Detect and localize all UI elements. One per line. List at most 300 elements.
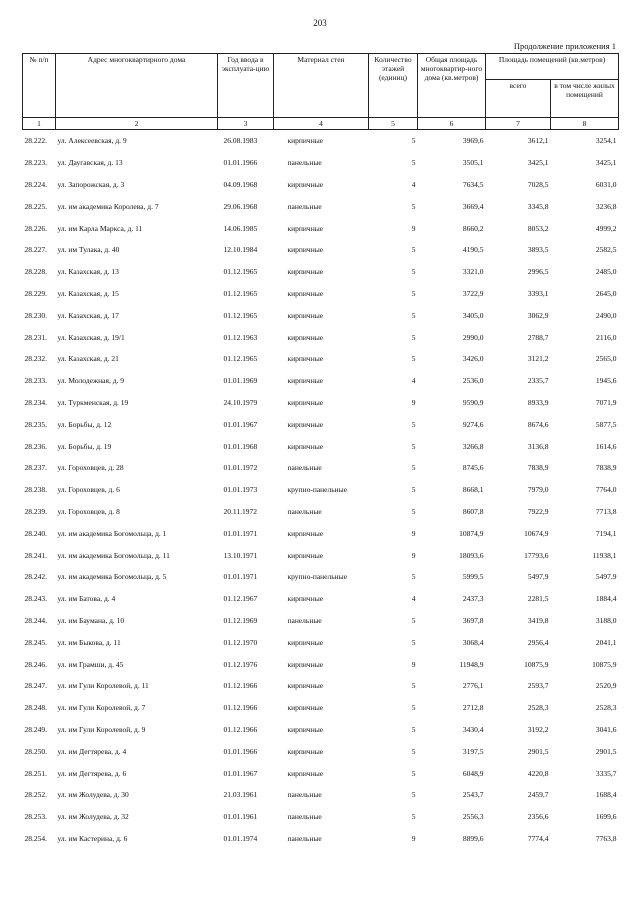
address-cell: ул. им академика Богомольца, д. 5 — [57, 572, 167, 582]
row-number: 28.240. — [24, 528, 47, 538]
year-cell: 01.12.1966 — [223, 703, 258, 713]
material-cell: кирпичные — [287, 179, 324, 189]
floors-cell: 5 — [411, 506, 416, 516]
total-area-cell: 3969,6 — [462, 136, 484, 146]
residential-area-cell: 1614,6 — [595, 441, 617, 451]
premises-area-cell: 3345,8 — [527, 201, 549, 211]
year-cell: 01.01.1972 — [223, 463, 258, 473]
year-cell: 13.10.1971 — [223, 550, 258, 560]
row-number: 28.247. — [24, 681, 47, 691]
year-cell: 01.01.1969 — [223, 376, 258, 386]
total-area-cell: 2990,0 — [462, 332, 484, 342]
row-number: 28.250. — [24, 746, 47, 756]
floors-cell: 4 — [411, 179, 416, 189]
year-cell: 01.01.1971 — [223, 572, 258, 582]
premises-area-cell: 10875,9 — [524, 659, 549, 669]
header-floors: Количество этажей (единиц) — [369, 54, 418, 118]
premises-area-cell: 7922,9 — [527, 506, 549, 516]
housing-table-wrapper — [22, 53, 618, 849]
premises-area-cell: 3425,1 — [527, 158, 549, 168]
table-row — [23, 217, 619, 239]
address-cell: ул. им академика Богомольца, д. 11 — [57, 550, 170, 560]
total-area-cell: 2556,3 — [462, 812, 484, 822]
material-cell: кирпичные — [287, 528, 324, 538]
premises-area-cell: 7774,4 — [527, 833, 549, 843]
year-cell: 01.12.1963 — [223, 332, 258, 342]
address-cell: ул. Гороховцев, д. 6 — [57, 485, 120, 495]
floors-cell: 5 — [411, 158, 416, 168]
floors-cell: 5 — [411, 419, 416, 429]
total-area-cell: 5999,5 — [462, 572, 484, 582]
total-area-cell: 8660,2 — [462, 223, 484, 233]
floors-cell: 5 — [411, 812, 416, 822]
premises-area-cell: 8674,6 — [527, 419, 549, 429]
total-area-cell: 3669,4 — [462, 201, 484, 211]
address-cell: ул. им академика Королева, д. 7 — [57, 201, 159, 211]
address-cell: ул. им Дегтярева, д. 4 — [57, 746, 127, 756]
material-cell: кирпичные — [287, 746, 324, 756]
year-cell: 01.01.1968 — [223, 441, 258, 451]
year-cell: 01.01.1966 — [223, 158, 258, 168]
residential-area-cell: 2116,0 — [596, 332, 617, 342]
material-cell: панельные — [287, 615, 322, 625]
total-area-cell: 8668,1 — [462, 485, 484, 495]
residential-area-cell: 2528,3 — [595, 703, 617, 713]
table-row — [23, 806, 619, 828]
total-area-cell: 9274,6 — [462, 419, 484, 429]
total-area-cell: 3505,1 — [462, 158, 484, 168]
table-row — [23, 544, 619, 566]
floors-cell: 5 — [411, 572, 416, 582]
year-cell: 29.06.1968 — [223, 201, 258, 211]
address-cell: ул. Молодежная, д. 9 — [57, 376, 125, 386]
residential-area-cell: 7764,0 — [595, 485, 617, 495]
table-row — [23, 239, 619, 261]
row-number: 28.237. — [24, 463, 47, 473]
residential-area-cell: 7763,8 — [595, 833, 617, 843]
table-row — [23, 697, 619, 719]
material-cell: кирпичные — [287, 659, 324, 669]
material-cell: кирпичные — [287, 550, 324, 560]
address-cell: ул. Алексеевская, д. 9 — [57, 136, 127, 146]
premises-area-cell: 2335,7 — [527, 376, 549, 386]
material-cell: панельные — [287, 201, 322, 211]
premises-area-cell: 4220,8 — [527, 768, 549, 778]
table-row — [23, 631, 619, 653]
column-number: 6 — [418, 118, 486, 130]
premises-area-cell: 2459,7 — [527, 790, 549, 800]
residential-area-cell: 7713,8 — [595, 506, 617, 516]
floors-cell: 5 — [411, 201, 416, 211]
total-area-cell: 2437,3 — [462, 594, 484, 604]
row-number: 28.253. — [24, 812, 47, 822]
material-cell: крупно-панельные — [287, 485, 348, 495]
table-body — [23, 130, 619, 850]
material-cell: кирпичные — [287, 703, 324, 713]
year-cell: 01.12.1966 — [223, 681, 258, 691]
residential-area-cell: 3254,1 — [595, 136, 617, 146]
residential-area-cell: 7071,9 — [595, 397, 617, 407]
total-area-cell: 3068,4 — [462, 637, 484, 647]
header-total-area: Общая площадь многоквартир-ного дома (кв.метров) — [418, 54, 486, 118]
total-area-cell: 3197,5 — [462, 746, 484, 756]
year-cell: 01.12.1965 — [223, 354, 258, 364]
column-number: 2 — [56, 118, 218, 130]
residential-area-cell: 6031,0 — [595, 179, 617, 189]
floors-cell: 9 — [411, 528, 416, 538]
row-number: 28.254. — [24, 833, 47, 843]
residential-area-cell: 5497,9 — [595, 572, 617, 582]
year-cell: 21.03.1961 — [223, 790, 258, 800]
column-number: 5 — [369, 118, 418, 130]
header-year: Год ввода в эксплуата-цию — [218, 54, 274, 118]
year-cell: 01.12.1965 — [223, 288, 258, 298]
material-cell: кирпичные — [287, 354, 324, 364]
address-cell: ул. Казахская, д. 21 — [57, 354, 119, 364]
floors-cell: 5 — [411, 310, 416, 320]
table-row — [23, 610, 619, 632]
premises-area-cell: 8053,2 — [527, 223, 549, 233]
total-area-cell: 3321,0 — [462, 267, 484, 277]
table-row — [23, 152, 619, 174]
address-cell: ул. Казахская, д. 13 — [57, 267, 119, 277]
row-number: 28.249. — [24, 724, 47, 734]
table-row — [23, 588, 619, 610]
table-row — [23, 566, 619, 588]
material-cell: кирпичные — [287, 376, 324, 386]
material-cell: кирпичные — [287, 681, 324, 691]
floors-cell: 5 — [411, 615, 416, 625]
residential-area-cell: 7194,1 — [595, 528, 617, 538]
residential-area-cell: 2565,0 — [595, 354, 617, 364]
row-number: 28.228. — [24, 267, 47, 277]
premises-area-cell: 5497,9 — [527, 572, 549, 582]
material-cell: панельные — [287, 812, 322, 822]
floors-cell: 5 — [411, 637, 416, 647]
material-cell: панельные — [287, 790, 322, 800]
table-row — [23, 457, 619, 479]
address-cell: ул. им Кастерина, д. 6 — [57, 833, 128, 843]
address-cell: ул. Казахская, д. 17 — [57, 310, 119, 320]
table-row — [23, 326, 619, 348]
row-number: 28.226. — [24, 223, 47, 233]
premises-area-cell: 2528,3 — [527, 703, 549, 713]
year-cell: 20.11.1972 — [223, 506, 257, 516]
year-cell: 01.12.1967 — [223, 594, 258, 604]
premises-area-cell: 2956,4 — [527, 637, 549, 647]
total-area-cell: 3722,9 — [462, 288, 484, 298]
row-number: 28.232. — [24, 354, 47, 364]
row-number: 28.252. — [24, 790, 47, 800]
material-cell: кирпичные — [287, 245, 324, 255]
address-cell: ул. Борьбы, д. 12 — [57, 419, 112, 429]
row-number: 28.229. — [24, 288, 47, 298]
residential-area-cell: 2645,0 — [595, 288, 617, 298]
total-area-cell: 3430,4 — [462, 724, 484, 734]
year-cell: 04.09.1968 — [223, 179, 258, 189]
header-material: Материал стен — [274, 54, 369, 118]
row-number: 28.223. — [24, 158, 47, 168]
residential-area-cell: 3188,0 — [595, 615, 617, 625]
floors-cell: 5 — [411, 681, 416, 691]
premises-area-cell: 2996,5 — [527, 267, 549, 277]
floors-cell: 5 — [411, 790, 416, 800]
premises-area-cell: 3136,8 — [527, 441, 549, 451]
material-cell: кирпичные — [287, 637, 324, 647]
row-number: 28.243. — [24, 594, 47, 604]
floors-cell: 4 — [411, 376, 416, 386]
total-area-cell: 4190,5 — [462, 245, 484, 255]
total-area-cell: 9590,9 — [462, 397, 484, 407]
table-row — [23, 174, 619, 196]
row-number: 28.238. — [24, 485, 47, 495]
residential-area-cell: 2582,5 — [595, 245, 617, 255]
material-cell: кирпичные — [287, 223, 324, 233]
premises-area-cell: 10674,9 — [524, 528, 549, 538]
table-row — [23, 719, 619, 741]
premises-area-cell: 17793,6 — [524, 550, 549, 560]
address-cell: ул. им Тулака, д. 40 — [57, 245, 120, 255]
residential-area-cell: 1699,6 — [595, 812, 617, 822]
material-cell: кирпичные — [287, 332, 324, 342]
address-cell: ул. Даугавская, д. 13 — [57, 158, 123, 168]
address-cell: ул. им Грамши, д. 45 — [57, 659, 124, 669]
material-cell: кирпичные — [287, 419, 324, 429]
address-cell: ул. им Жолудева, д. 32 — [57, 812, 129, 822]
residential-area-cell: 4999,2 — [595, 223, 617, 233]
residential-area-cell: 7838,9 — [595, 463, 617, 473]
year-cell: 12.10.1984 — [223, 245, 258, 255]
table-row — [23, 392, 619, 414]
floors-cell: 5 — [411, 332, 416, 342]
year-cell: 01.01.1974 — [223, 833, 258, 843]
premises-area-cell: 7979,0 — [527, 485, 549, 495]
residential-area-cell: 1688,4 — [595, 790, 617, 800]
year-cell: 01.12.1976 — [223, 659, 258, 669]
header-address: Адрес многоквартирного дома — [56, 54, 218, 118]
table-row — [23, 195, 619, 217]
year-cell: 01.01.1966 — [223, 746, 258, 756]
column-number-row — [23, 118, 619, 130]
year-cell: 14.06.1985 — [223, 223, 258, 233]
residential-area-cell: 5877,5 — [595, 419, 617, 429]
floors-cell: 5 — [411, 136, 416, 146]
header-premises-group: Площадь помещений (кв.метров) — [486, 54, 619, 80]
address-cell: ул. Запорожская, д. 3 — [57, 179, 125, 189]
year-cell: 01.01.1973 — [223, 485, 258, 495]
row-number: 28.239. — [24, 506, 47, 516]
residential-area-cell: 2520,9 — [595, 681, 617, 691]
column-number: 4 — [274, 118, 369, 130]
table-row — [23, 370, 619, 392]
row-number: 28.230. — [24, 310, 47, 320]
address-cell: ул. им Быкова, д. 11 — [57, 637, 121, 647]
premises-area-cell: 3612,1 — [527, 136, 549, 146]
header-number: № п/п — [23, 54, 56, 118]
material-cell: кирпичные — [287, 397, 324, 407]
residential-area-cell: 10875,9 — [592, 659, 617, 669]
premises-area-cell: 2356,6 — [527, 812, 549, 822]
column-number: 7 — [486, 118, 551, 130]
material-cell: кирпичные — [287, 724, 324, 734]
material-cell: кирпичные — [287, 768, 324, 778]
row-number: 28.245. — [24, 637, 47, 647]
table-row — [23, 413, 619, 435]
table-row — [23, 261, 619, 283]
table-row — [23, 435, 619, 457]
premises-area-cell: 3062,9 — [527, 310, 549, 320]
row-number: 28.246. — [24, 659, 47, 669]
floors-cell: 5 — [411, 441, 416, 451]
total-area-cell: 10874,9 — [459, 528, 484, 538]
floors-cell: 5 — [411, 703, 416, 713]
floors-cell: 4 — [411, 594, 416, 604]
year-cell: 01.12.1969 — [223, 615, 258, 625]
residential-area-cell: 3041,6 — [595, 724, 617, 734]
residential-area-cell: 3425,1 — [595, 158, 617, 168]
total-area-cell: 3266,8 — [462, 441, 484, 451]
residential-area-cell: 2901,5 — [595, 746, 617, 756]
row-number: 28.241. — [24, 550, 47, 560]
floors-cell: 9 — [411, 397, 416, 407]
year-cell: 26.08.1983 — [223, 136, 258, 146]
material-cell: панельные — [287, 833, 322, 843]
total-area-cell: 2543,7 — [462, 790, 484, 800]
total-area-cell: 3426,0 — [462, 354, 484, 364]
row-number: 28.222. — [24, 136, 47, 146]
address-cell: ул. Туркменская, д. 19 — [57, 397, 129, 407]
address-cell: ул. им Баумана, д. 10 — [57, 615, 125, 625]
address-cell: ул. Гороховцев, д. 28 — [57, 463, 124, 473]
table-row — [23, 522, 619, 544]
floors-cell: 5 — [411, 354, 416, 364]
total-area-cell: 2712,8 — [462, 703, 484, 713]
premises-area-cell: 7028,5 — [527, 179, 549, 189]
table-row — [23, 304, 619, 326]
row-number: 28.227. — [24, 245, 47, 255]
table-row — [23, 740, 619, 762]
table-row — [23, 348, 619, 370]
total-area-cell: 3697,8 — [462, 615, 484, 625]
row-number: 28.251. — [24, 768, 47, 778]
floors-cell: 5 — [411, 463, 416, 473]
premises-area-cell: 8933,9 — [527, 397, 549, 407]
total-area-cell: 2536,0 — [462, 376, 484, 386]
continuation-label: Продолжение приложения 1 — [513, 41, 616, 51]
row-number: 28.236. — [24, 441, 47, 451]
residential-area-cell: 1884,4 — [595, 594, 617, 604]
total-area-cell: 6048,9 — [462, 768, 484, 778]
material-cell: кирпичные — [287, 288, 324, 298]
residential-area-cell: 2485,0 — [595, 267, 617, 277]
address-cell: ул. Гороховцев, д. 8 — [57, 506, 120, 516]
address-cell: ул. им Карла Маркса, д. 11 — [57, 223, 143, 233]
header-premises-residential: в том числе жилых помещений — [551, 80, 619, 118]
floors-cell: 9 — [411, 550, 416, 560]
material-cell: кирпичные — [287, 267, 324, 277]
premises-area-cell: 2901,5 — [527, 746, 549, 756]
material-cell: панельные — [287, 463, 322, 473]
residential-area-cell: 11938,1 — [592, 550, 617, 560]
total-area-cell: 3405,0 — [462, 310, 484, 320]
material-cell: кирпичные — [287, 594, 324, 604]
table-row — [23, 828, 619, 850]
total-area-cell: 8899,6 — [462, 833, 484, 843]
year-cell: 01.01.1967 — [223, 419, 258, 429]
total-area-cell: 8745,6 — [462, 463, 484, 473]
row-number: 28.244. — [24, 615, 47, 625]
address-cell: ул. им Гули Королевой, д. 11 — [57, 681, 149, 691]
floors-cell: 9 — [411, 833, 416, 843]
total-area-cell: 7634,5 — [462, 179, 484, 189]
row-number: 28.242. — [24, 572, 47, 582]
premises-area-cell: 3192,2 — [527, 724, 549, 734]
page-number: 203 — [313, 18, 327, 28]
row-number: 28.224. — [24, 179, 47, 189]
table-header — [23, 54, 619, 130]
row-number: 28.248. — [24, 703, 47, 713]
year-cell: 01.01.1967 — [223, 768, 258, 778]
floors-cell: 5 — [411, 724, 416, 734]
year-cell: 01.12.1965 — [223, 267, 258, 277]
year-cell: 01.12.1966 — [223, 724, 258, 734]
residential-area-cell: 2490,0 — [595, 310, 617, 320]
table-row — [23, 130, 619, 152]
housing-table — [22, 53, 619, 849]
address-cell: ул. им Батова, д. 4 — [57, 594, 116, 604]
material-cell: панельные — [287, 158, 322, 168]
year-cell: 01.01.1961 — [223, 812, 258, 822]
address-cell: ул. им Дегтярева, д. 6 — [57, 768, 127, 778]
residential-area-cell: 2041,1 — [595, 637, 617, 647]
column-number: 3 — [218, 118, 274, 130]
residential-area-cell: 3335,7 — [595, 768, 617, 778]
premises-area-cell: 3393,1 — [527, 288, 549, 298]
premises-area-cell: 3419,8 — [527, 615, 549, 625]
row-number: 28.233. — [24, 376, 47, 386]
floors-cell: 5 — [411, 746, 416, 756]
row-number: 28.225. — [24, 201, 47, 211]
year-cell: 24.10.1979 — [223, 397, 258, 407]
floors-cell: 5 — [411, 485, 416, 495]
floors-cell: 9 — [411, 223, 416, 233]
column-number: 8 — [551, 118, 619, 130]
floors-cell: 5 — [411, 245, 416, 255]
premises-area-cell: 2281,5 — [527, 594, 549, 604]
floors-cell: 5 — [411, 267, 416, 277]
premises-area-cell: 7838,9 — [527, 463, 549, 473]
table-row — [23, 762, 619, 784]
address-cell: ул. им Гули Королевой, д. 9 — [57, 724, 146, 734]
address-cell: ул. им Жолудева, д. 30 — [57, 790, 129, 800]
material-cell: кирпичные — [287, 310, 324, 320]
year-cell: 01.01.1971 — [223, 528, 258, 538]
floors-cell: 9 — [411, 659, 416, 669]
total-area-cell: 18093,6 — [459, 550, 484, 560]
premises-area-cell: 3121,2 — [527, 354, 549, 364]
table-row — [23, 675, 619, 697]
table-row — [23, 784, 619, 806]
floors-cell: 5 — [411, 288, 416, 298]
table-row — [23, 501, 619, 523]
row-number: 28.234. — [24, 397, 47, 407]
year-cell: 01.12.1970 — [223, 637, 258, 647]
address-cell: ул. Борьбы, д. 19 — [57, 441, 112, 451]
address-cell: ул. Казахская, д. 19/1 — [57, 332, 125, 342]
total-area-cell: 2776,1 — [462, 681, 484, 691]
premises-area-cell: 3893,5 — [527, 245, 549, 255]
table-row — [23, 283, 619, 305]
